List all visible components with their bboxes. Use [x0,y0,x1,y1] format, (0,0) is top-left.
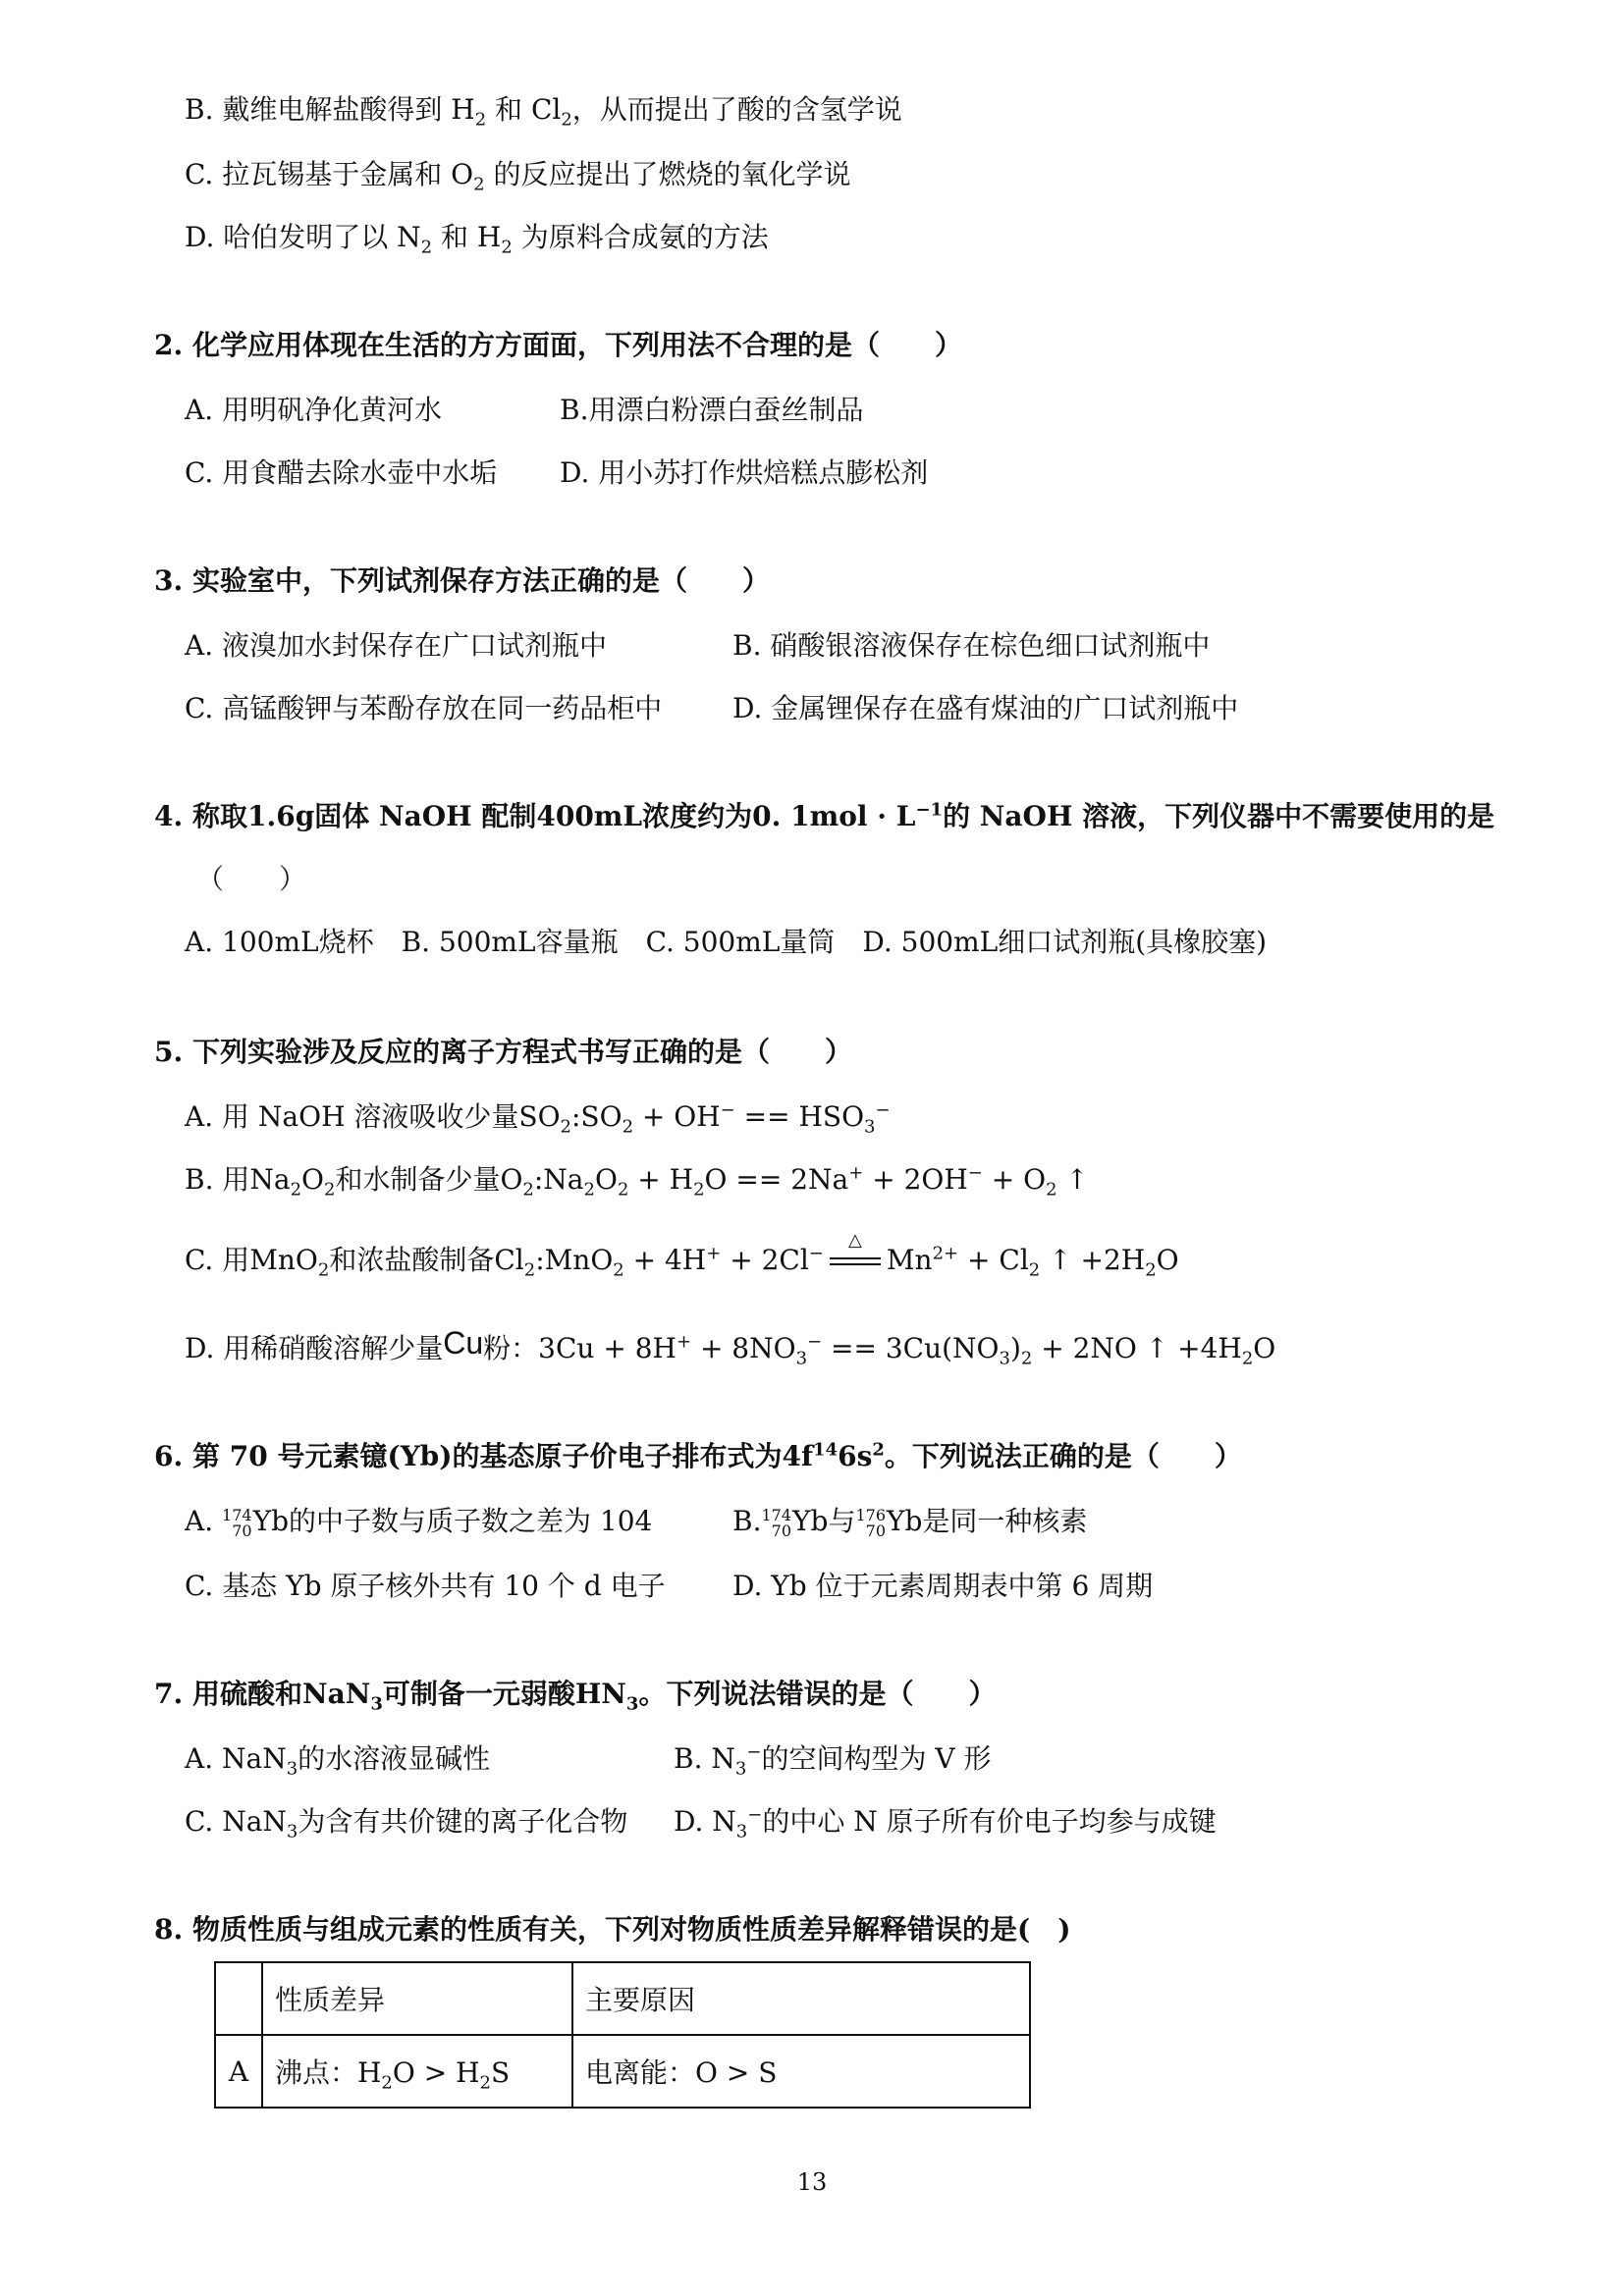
q6-option-c: C. 基态 Yb 原子核外共有 10 个 d 电子 [185,1570,666,1602]
q7-option-a: A. NaN$_3$的水溶液显碱性 [185,1742,491,1780]
q2-stem: 2. 化学应用体现在生活的方方面面，下列用法不合理的是（ ） [154,329,962,361]
q5-stem: 5. 下列实验涉及反应的离子方程式书写正确的是（ ） [154,1036,852,1068]
q2-option-a: A. 用明矾净化黄河水 [185,394,443,426]
q3-option-c: C. 高锰酸钾与苯酚存放在同一药品柜中 [185,692,663,724]
q6-option-d: D. Yb 位于元素周期表中第 6 周期 [732,1570,1154,1602]
table-header-index [215,1962,262,2035]
q5-option-c: C. 用MnO$_2$和浓盐酸制备$Cl_2:MnO_2 + 4H^+ + 2Cl^-$ △ $Mn^{2+} + Cl_2$ ↑ $+2H_2O$ [185,1230,1179,1281]
q3-options-row2 [185,689,1239,728]
q2-option-c: C. 用食醋去除水壶中水垢 [185,456,498,489]
q1-option-b: B. 戴维电解盐酸得到 $H_2$ 和 $Cl_2$，从而提出了酸的含氢学说 [185,93,902,131]
q2-option-b: B.用漂白粉漂白蚕丝制品 [560,394,864,426]
q5-option-a: A. 用 NaOH 溶液吸收少量$SO_2:SO_2 + OH^- == HSO_3^-$ [185,1099,891,1138]
q8-table [214,1961,1031,2109]
table-cell-reason: 电离能：O > S [572,2035,1030,2108]
q2-options-row1 [185,391,864,430]
q7-options-row1 [185,1739,992,1780]
table-row [215,2035,1030,2108]
q4-options: A. 100mL烧杯 B. 500mL容量瓶 C. 500mL量筒 D. 500mL细口试剂瓶(具橡胶塞) [185,926,1268,958]
table-header-property: 性质差异 [262,1962,572,2035]
q5-option-b: B. 用$Na_2O_2$和水制备少量$O_2:Na_2O_2 + H_2O == 2Na^+ + 2OH^- + O_2$ ↑ [185,1162,1089,1201]
q3-option-d: D. 金属锂保存在盛有煤油的广口试剂瓶中 [732,692,1239,724]
table-row-label: A [215,2035,262,2108]
q4-answer-paren: （ ） [196,863,307,895]
q3-options-row1 [185,626,1211,666]
q7-option-c: C. NaN$_3$为含有共价键的离子化合物 [185,1805,628,1842]
q7-options-row2 [185,1802,1217,1842]
heating-equals-sign [830,1230,881,1275]
q6-option-b: B. 174 70 Yb与 176 70 Yb是同一种核素 [732,1505,1088,1540]
q8-stem: 8. 物质性质与组成元素的性质有关，下列对物质性质差异解释错误的是( ) [154,1913,1071,1946]
q1-option-d: D. 哈伯发明了以 $N_2$ 和 $H_2$ 为原料合成氨的方法 [185,221,769,258]
q6-stem: 6. 第 70 号元素镱(Yb)的基态原子价电子排布式为$4f^{14}6s^2$。下列说法正确的是（ ） [154,1439,1242,1472]
page-number: 13 [796,2168,828,2196]
q3-stem: 3. 实验室中，下列试剂保存方法正确的是（ ） [154,564,770,597]
q3-option-b: B. 硝酸银溶液保存在棕色细口试剂瓶中 [732,629,1211,662]
table-header-row [215,1962,1030,2035]
table-header-reason: 主要原因 [572,1962,1030,2035]
q6-options-row2 [185,1567,1154,1606]
q2-options-row2 [185,454,929,493]
heat-triangle-icon: △ [847,1230,862,1251]
q7-option-d: D. $N_3^-$的中心 N 原子所有价电子均参与成键 [674,1804,1217,1842]
q3-option-a: A. 液溴加水封保存在广口试剂瓶中 [185,629,608,662]
q7-stem: 7. 用硫酸和NaN$_3$可制备一元弱酸$HN_3$。下列说法错误的是（ ） [154,1678,997,1715]
q7-option-b: B. $N_3^-$的空间构型为 V 形 [674,1741,992,1780]
q5-option-d: D. 用稀硝酸溶解少量Cu粉：$3Cu + 8H^+ + 8NO_3^- == 3Cu(NO_3)_2 + 2NO$ ↑ $+4H_2O$ [185,1325,1276,1369]
q6-option-a: A. 174 70 Yb的中子数与质子数之差为 104 [185,1505,653,1540]
table-cell-property: 沸点：$H_2O > H_2S$ [262,2035,572,2108]
q4-stem: 4. 称取1.6g固体 NaOH 配制400mL浓度约为0. $1mol \cdot L^{-1}$的 NaOH 溶液，下列仪器中不需要使用的是 [154,799,1495,832]
q2-option-d: D. 用小苏打作烘焙糕点膨松剂 [560,456,929,489]
q1-option-c: C. 拉瓦锡基于金属和 $O_2$ 的反应提出了燃烧的氧化学说 [185,158,851,195]
q6-options-row1 [185,1502,1088,1541]
